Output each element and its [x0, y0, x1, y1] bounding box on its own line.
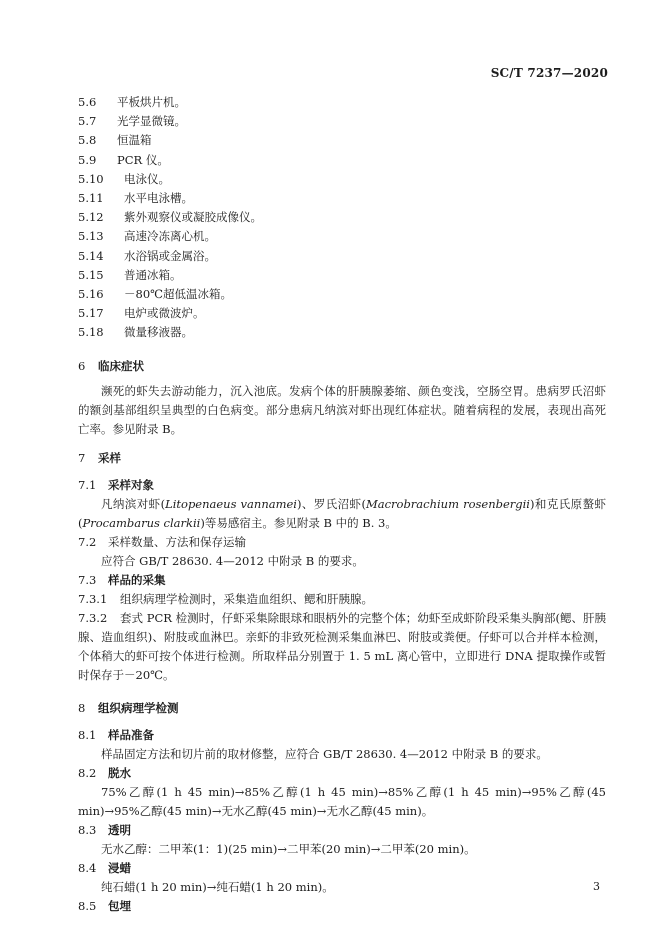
- subsection-heading-sample-collection: [78, 571, 606, 590]
- section-title: 临床症状: [98, 359, 144, 374]
- section-number: 8: [78, 701, 86, 716]
- equipment-item: [78, 247, 606, 266]
- equipment-text: 水平电泳槽。: [124, 190, 193, 205]
- clause-number: 7.3.2: [78, 611, 108, 626]
- section-number: 7: [78, 451, 86, 466]
- equipment-text: 水浴锅或金属浴。: [124, 248, 216, 263]
- page-content: [78, 93, 606, 916]
- section-heading-sampling: [78, 448, 606, 468]
- clause-number: 5.14: [78, 248, 104, 263]
- clause-number: 5.8: [78, 133, 97, 148]
- subsection-title: 包埋: [108, 899, 131, 914]
- subsection-heading-sample-quantity: [78, 533, 606, 552]
- equipment-item: [78, 323, 606, 342]
- equipment-text: 普通冰箱。: [124, 267, 182, 282]
- clause-number: 5.6: [78, 95, 97, 109]
- section-heading-histopathology: [78, 698, 606, 718]
- clause-number: 5.10: [78, 171, 104, 186]
- equipment-item: [78, 285, 606, 304]
- equipment-item: [78, 304, 606, 323]
- text-run: )和克氏原螯虾(: [78, 497, 606, 531]
- clause-number: 5.7: [78, 114, 97, 129]
- equipment-item: [78, 131, 606, 150]
- sampling-objects-paragraph: [78, 495, 606, 533]
- clause-number: 8.2: [78, 766, 97, 781]
- standard-code-header: SC/T 7237—2020: [490, 66, 608, 80]
- clause-number: 5.15: [78, 267, 104, 282]
- sample-prep-paragraph: 样品固定方法和切片前的取材修整，应符合 GB/T 28630. 4—2012 中附录 B 的要求。: [101, 747, 548, 762]
- clause-number: 5.12: [78, 210, 104, 225]
- section-number: 6: [78, 359, 86, 374]
- text-run: )等易感宿主。参见附录 B 中的 B. 3。: [200, 516, 397, 531]
- clause-number: 7.3.1: [78, 592, 108, 607]
- text-run: )、罗氏沼虾(: [296, 497, 366, 512]
- clause-number: 7.3: [78, 573, 97, 588]
- section-title: 采样: [98, 451, 121, 466]
- wax-infiltration-paragraph: 纯石蜡(1 h 20 min)→纯石蜡(1 h 20 min)。: [101, 880, 334, 895]
- clause-number: 8.4: [78, 861, 97, 876]
- clause-number: 5.13: [78, 229, 104, 244]
- page-number: 3: [593, 880, 600, 893]
- equipment-item: [78, 93, 606, 112]
- species-name-italic: Macrobrachium rosenbergii: [365, 497, 530, 512]
- clause-number: 8.1: [78, 728, 97, 743]
- clause-number: 5.17: [78, 306, 104, 321]
- subsection-heading-sampling-objects: [78, 476, 606, 495]
- subsection-heading-clearing: [78, 821, 606, 840]
- clause-number: 8.3: [78, 823, 97, 838]
- equipment-text: 光学显微镜。: [117, 114, 186, 129]
- equipment-item: [78, 189, 606, 208]
- text-run: 凡纳滨对虾(: [101, 497, 166, 512]
- equipment-text: PCR 仪。: [117, 152, 169, 167]
- subsection-heading-dehydration: [78, 764, 606, 783]
- equipment-list: [78, 93, 606, 342]
- clinical-symptoms-paragraph: 濒死的虾失去游动能力，沉入池底。发病个体的肝胰腺萎缩、颜色变浅，空肠空胃。患病罗氏沼虾的额剑基部组织呈典型的白色病变。部分患病凡纳滨对虾出现红体症状。随着病程的发展，表现出高死亡率。参见附录 B。: [78, 384, 606, 437]
- clause-text: 组织病理学检测时，采集造血组织、鳃和肝胰腺。: [120, 592, 373, 607]
- equipment-item: [78, 227, 606, 246]
- equipment-text: 微量移液器。: [124, 325, 193, 340]
- subsection-heading-embedding: [78, 897, 606, 916]
- clause-number: 5.16: [78, 286, 104, 301]
- section-title: 组织病理学检测: [98, 701, 179, 716]
- clause-text: 套式 PCR 检测时，仔虾采集除眼球和眼柄外的完整个体；幼虾至成虾阶段采集头胸部(鳃、肝胰腺、造血组织)、附肢或血淋巴。亲虾的非致死检测采集血淋巴、附肢或粪便。仔虾可以合并样本检测，个体稍大的虾可按个体进行检测。所取样品分别置于 1. 5 mL 离心管中，立即进行 DNA 提取操作或暂时保存于－20℃。: [78, 611, 606, 683]
- clause-number: 7.2: [78, 535, 97, 550]
- clearing-paragraph: 无水乙醇：二甲苯(1：1)(25 min)→二甲苯(20 min)→二甲苯(20 min)。: [101, 842, 476, 857]
- subsection-title: 样品准备: [108, 728, 154, 743]
- subsection-heading-sample-prep: [78, 726, 606, 745]
- equipment-text: 平板烘片机。: [117, 95, 186, 109]
- section-heading-clinical-symptoms: [78, 356, 606, 376]
- equipment-text: 恒温箱: [117, 133, 152, 148]
- equipment-text: 高速冷冻离心机。: [124, 229, 216, 244]
- equipment-text: －80℃超低温冰箱。: [124, 286, 232, 301]
- dehydration-paragraph: 75%乙醇(1 h 45 min)→85%乙醇(1 h 45 min)→85%乙醇(1 h 45 min)→95%乙醇(45 min)→95%乙醇(45 min)→无水乙醇(45 min)→无水乙醇(45 min)。: [78, 785, 606, 819]
- equipment-item: [78, 112, 606, 131]
- subsection-title: 采样对象: [108, 478, 154, 493]
- clause-pcr-sampling: [78, 609, 606, 685]
- species-name-italic: Litopenaeus vannamei: [165, 497, 297, 512]
- equipment-text: 电炉或微波炉。: [124, 306, 205, 321]
- clause-number: 5.11: [78, 190, 104, 205]
- equipment-item: [78, 208, 606, 227]
- clause-number: 8.5: [78, 899, 97, 914]
- clause-histopathology-sampling: [78, 590, 606, 609]
- subsection-title: 样品的采集: [108, 573, 166, 588]
- clause-number: 7.1: [78, 478, 97, 493]
- subsection-title: 采样数量、方法和保存运输: [108, 535, 246, 550]
- subsection-title: 脱水: [108, 766, 131, 781]
- subsection-title: 浸蜡: [108, 861, 131, 876]
- sample-quantity-paragraph: 应符合 GB/T 28630. 4—2012 中附录 B 的要求。: [101, 554, 364, 569]
- equipment-item: [78, 170, 606, 189]
- equipment-item: [78, 266, 606, 285]
- equipment-text: 电泳仪。: [124, 171, 170, 186]
- clause-number: 5.18: [78, 325, 104, 340]
- equipment-text: 紫外观察仪或凝胶成像仪。: [124, 210, 262, 225]
- clause-number: 5.9: [78, 152, 97, 167]
- subsection-heading-wax-infiltration: [78, 859, 606, 878]
- subsection-title: 透明: [108, 823, 131, 838]
- species-name-italic: Procambarus clarkii: [82, 516, 201, 531]
- equipment-item: [78, 151, 606, 170]
